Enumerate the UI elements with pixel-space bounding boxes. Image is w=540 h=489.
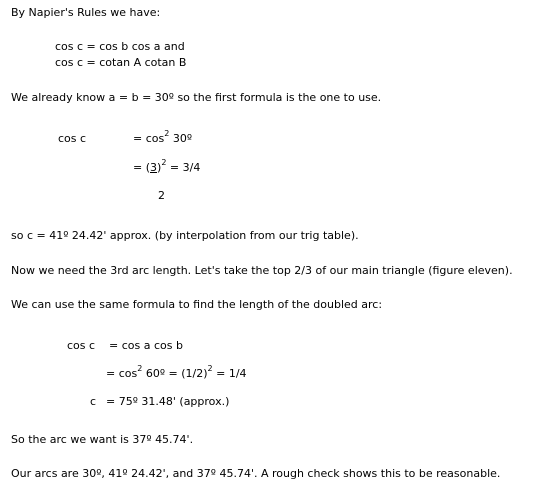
calc1-lhs: cos c	[58, 132, 87, 145]
result1-text: so c = 41º 24.42' approx. (by interpolation from our trig table).	[11, 229, 359, 242]
calc2-line3-lhs: c	[90, 395, 97, 408]
conclusion-text: Our arcs are 30º, 41º 24.42', and 37º 45.74'. A rough check shows this to be reasonable.	[11, 467, 501, 480]
calc2-line2: = $\cos^2$ 60º = $(1/2)^2 = 1/4$	[106, 364, 247, 380]
arc-want-text: So the arc we want is 37º 45.74'.	[11, 433, 194, 446]
calc2-lhs: cos c	[67, 339, 96, 352]
calc1-line2: = $(3)^2 = 3/4$	[133, 158, 201, 174]
same-formula-text: We can use the same formula to find the length of the doubled arc:	[11, 298, 383, 311]
calc1-line1: = $\cos^2$ 30º	[133, 129, 193, 145]
need-arc-text: Now we need the 3rd arc length. Let's take the top 2/3 of our main triangle (figure eleven).	[11, 264, 513, 277]
rule-1: cos c = cos b cos a and	[55, 40, 185, 53]
calc2-line1: = cos a cos b	[109, 339, 183, 352]
rule-2: cos c = cotan A cotan B	[55, 56, 187, 69]
intro-text: By Napier's Rules we have:	[11, 6, 161, 19]
calc2-line3: = 75º 31.48' (approx.)	[106, 395, 230, 408]
known-values-text: We already know a = b = 30º so the first formula is the one to use.	[11, 91, 382, 104]
calc1-denominator: 2	[158, 189, 165, 202]
calc1-numerator: 3	[150, 161, 158, 174]
